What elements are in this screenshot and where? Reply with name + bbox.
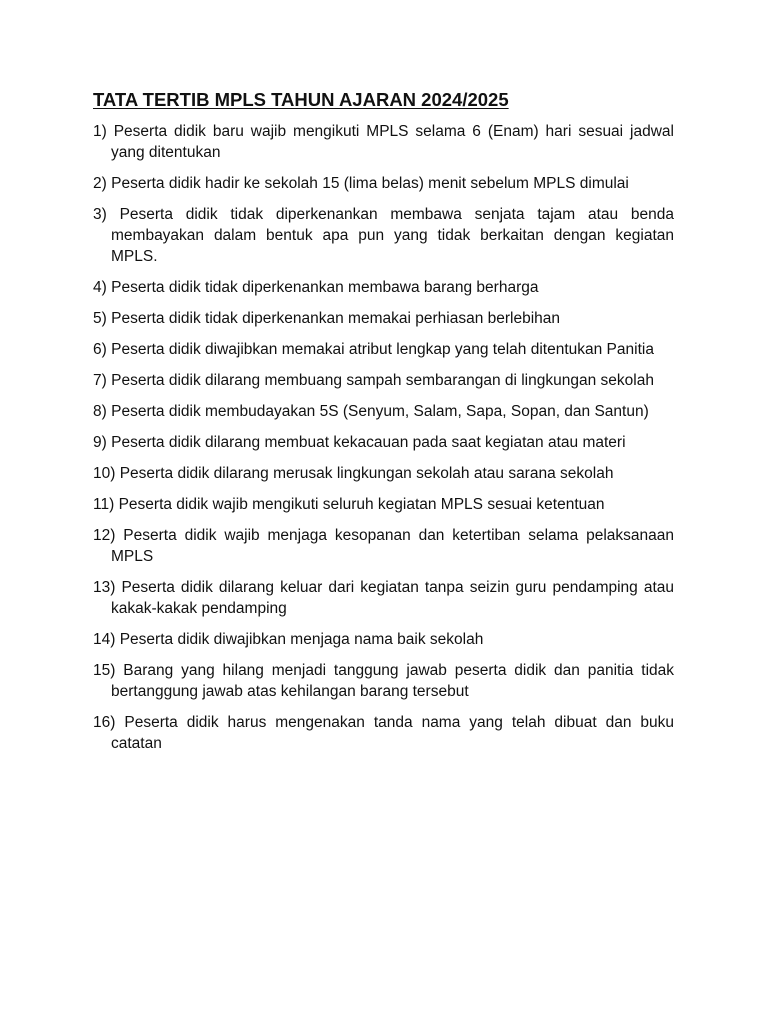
rule-item [93, 525, 674, 567]
rule-number: 4) [93, 279, 107, 296]
rule-text: Peserta didik tidak diperkenankan membawa barang berharga [111, 279, 539, 296]
rule-item [93, 277, 674, 298]
rule-text: Barang yang hilang menjadi tanggung jawab peserta didik dan panitia tidak bertanggung jawab atas kehilangan barang tersebut [111, 662, 674, 700]
rule-number: 13) [93, 579, 116, 596]
rule-text: Peserta didik diwajibkan memakai atribut lengkap yang telah ditentukan Panitia [111, 341, 654, 358]
rule-text: Peserta didik dilarang membuat kekacauan pada saat kegiatan atau materi [111, 434, 626, 451]
rules-list [93, 121, 674, 754]
rule-text: Peserta didik baru wajib mengikuti MPLS selama 6 (Enam) hari sesuai jadwal yang ditentukan [111, 123, 674, 161]
rule-text: Peserta didik wajib mengikuti seluruh kegiatan MPLS sesuai ketentuan [118, 496, 605, 513]
rule-text: Peserta didik diwajibkan menjaga nama baik sekolah [119, 631, 484, 648]
rule-number: 7) [93, 372, 107, 389]
rule-number: 12) [93, 527, 116, 544]
rule-item [93, 339, 674, 360]
rule-text: Peserta didik wajib menjaga kesopanan dan ketertiban selama pelaksanaan MPLS [111, 527, 674, 565]
rule-item [93, 660, 674, 702]
rule-item [93, 432, 674, 453]
document-page [93, 88, 674, 764]
rule-item [93, 401, 674, 422]
document-title: TATA TERTIB MPLS TAHUN AJARAN 2024/2025 [93, 89, 509, 110]
rule-number: 11) [93, 496, 115, 513]
rule-text: Peserta didik dilarang keluar dari kegiatan tanpa seizin guru pendamping atau kakak-kakak pendamping [111, 579, 674, 617]
rule-text: Peserta didik dilarang merusak lingkungan sekolah atau sarana sekolah [119, 465, 614, 482]
rule-item [93, 173, 674, 194]
rule-item [93, 121, 674, 163]
rule-number: 2) [93, 175, 107, 192]
rule-number: 3) [93, 206, 107, 223]
rule-item [93, 712, 674, 754]
rule-item [93, 204, 674, 267]
rule-text: Peserta didik tidak diperkenankan membawa senjata tajam atau benda membayakan dalam bentuk apa pun yang tidak berkaitan dengan kegiatan MPLS. [111, 206, 675, 265]
rule-number: 16) [93, 714, 116, 731]
rule-item [93, 370, 674, 391]
rule-item [93, 629, 674, 650]
rule-number: 9) [93, 434, 107, 451]
rule-number: 14) [93, 631, 116, 648]
rule-number: 1) [93, 123, 107, 140]
rule-number: 10) [93, 465, 116, 482]
rule-text: Peserta didik dilarang membuang sampah sembarangan di lingkungan sekolah [111, 372, 654, 389]
rule-text: Peserta didik membudayakan 5S (Senyum, Salam, Sapa, Sopan, dan Santun) [111, 403, 649, 420]
rule-number: 15) [93, 662, 116, 679]
rule-number: 6) [93, 341, 107, 358]
rule-item [93, 463, 674, 484]
rule-text: Peserta didik tidak diperkenankan memakai perhiasan berlebihan [111, 310, 561, 327]
rule-item [93, 494, 674, 515]
rule-item [93, 308, 674, 329]
rule-number: 5) [93, 310, 107, 327]
rule-number: 8) [93, 403, 107, 420]
rule-item [93, 577, 674, 619]
rule-text: Peserta didik harus mengenakan tanda nama yang telah dibuat dan buku catatan [111, 714, 674, 752]
rule-text: Peserta didik hadir ke sekolah 15 (lima belas) menit sebelum MPLS dimulai [111, 175, 629, 192]
